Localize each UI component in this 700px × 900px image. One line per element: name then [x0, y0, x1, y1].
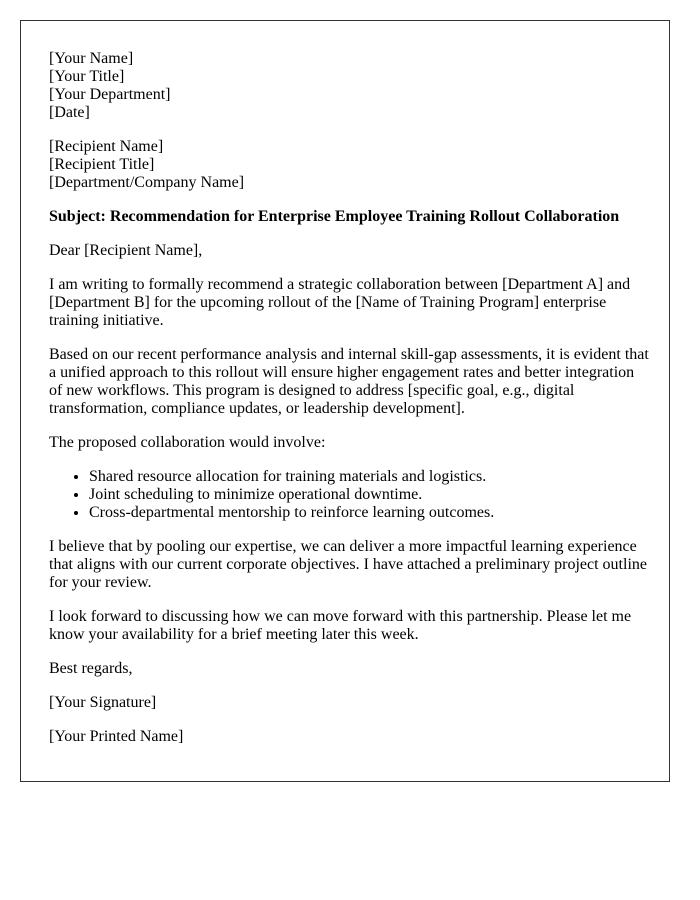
signature: [Your Signature] [49, 694, 157, 711]
sender-department: [Your Department] [49, 86, 171, 103]
letter-date: [Date] [49, 104, 90, 121]
sender-name: [Your Name] [49, 50, 134, 67]
body-paragraph-belief: I believe that by pooling our expertise, we can deliver a more impactful learning experience that aligns with our current corporate objectives. I have attached a preliminary project outline for your review. [49, 538, 647, 591]
recipient-block [49, 138, 649, 192]
recipient-title: [Recipient Title] [49, 156, 155, 173]
salutation: Dear [Recipient Name], [49, 242, 203, 259]
recipient-name: [Recipient Name] [49, 138, 164, 155]
recipient-company: [Department/Company Name] [49, 174, 245, 191]
sender-block [49, 50, 649, 122]
body-paragraph-intro: I am writing to formally recommend a strategic collaboration between [Department A] and [Department B] for the upcoming rollout of the [Name of Training Program] enterprise training initiative. [49, 276, 631, 329]
list-item: • Joint scheduling to minimize operational downtime. [89, 486, 649, 504]
list-item: • Cross-departmental mentorship to reinforce learning outcomes. [89, 504, 649, 522]
sender-title: [Your Title] [49, 68, 125, 85]
body-paragraph-rationale: Based on our recent performance analysis and internal skill-gap assessments, it is evident that a unified approach to this rollout will ensure higher engagement rates and better integration of new workflows. This program is designed to address [specific goal, e.g., digital transformation, compliance updates, or leadership development]. [49, 346, 649, 417]
subject-line: Subject: Recommendation for Enterprise Employee Training Rollout Collaboration [49, 208, 620, 225]
list-item: • Shared resource allocation for training materials and logistics. [89, 468, 649, 486]
body-paragraph-list-intro: The proposed collaboration would involve: [49, 434, 326, 451]
collaboration-list [49, 468, 649, 522]
body-paragraph-follow-up: I look forward to discussing how we can move forward with this partnership. Please let me know your availability for a brief meeting later this week. [49, 608, 632, 643]
printed-name: [Your Printed Name] [49, 728, 184, 745]
sign-off: Best regards, [49, 660, 133, 677]
letter-container [20, 20, 670, 782]
